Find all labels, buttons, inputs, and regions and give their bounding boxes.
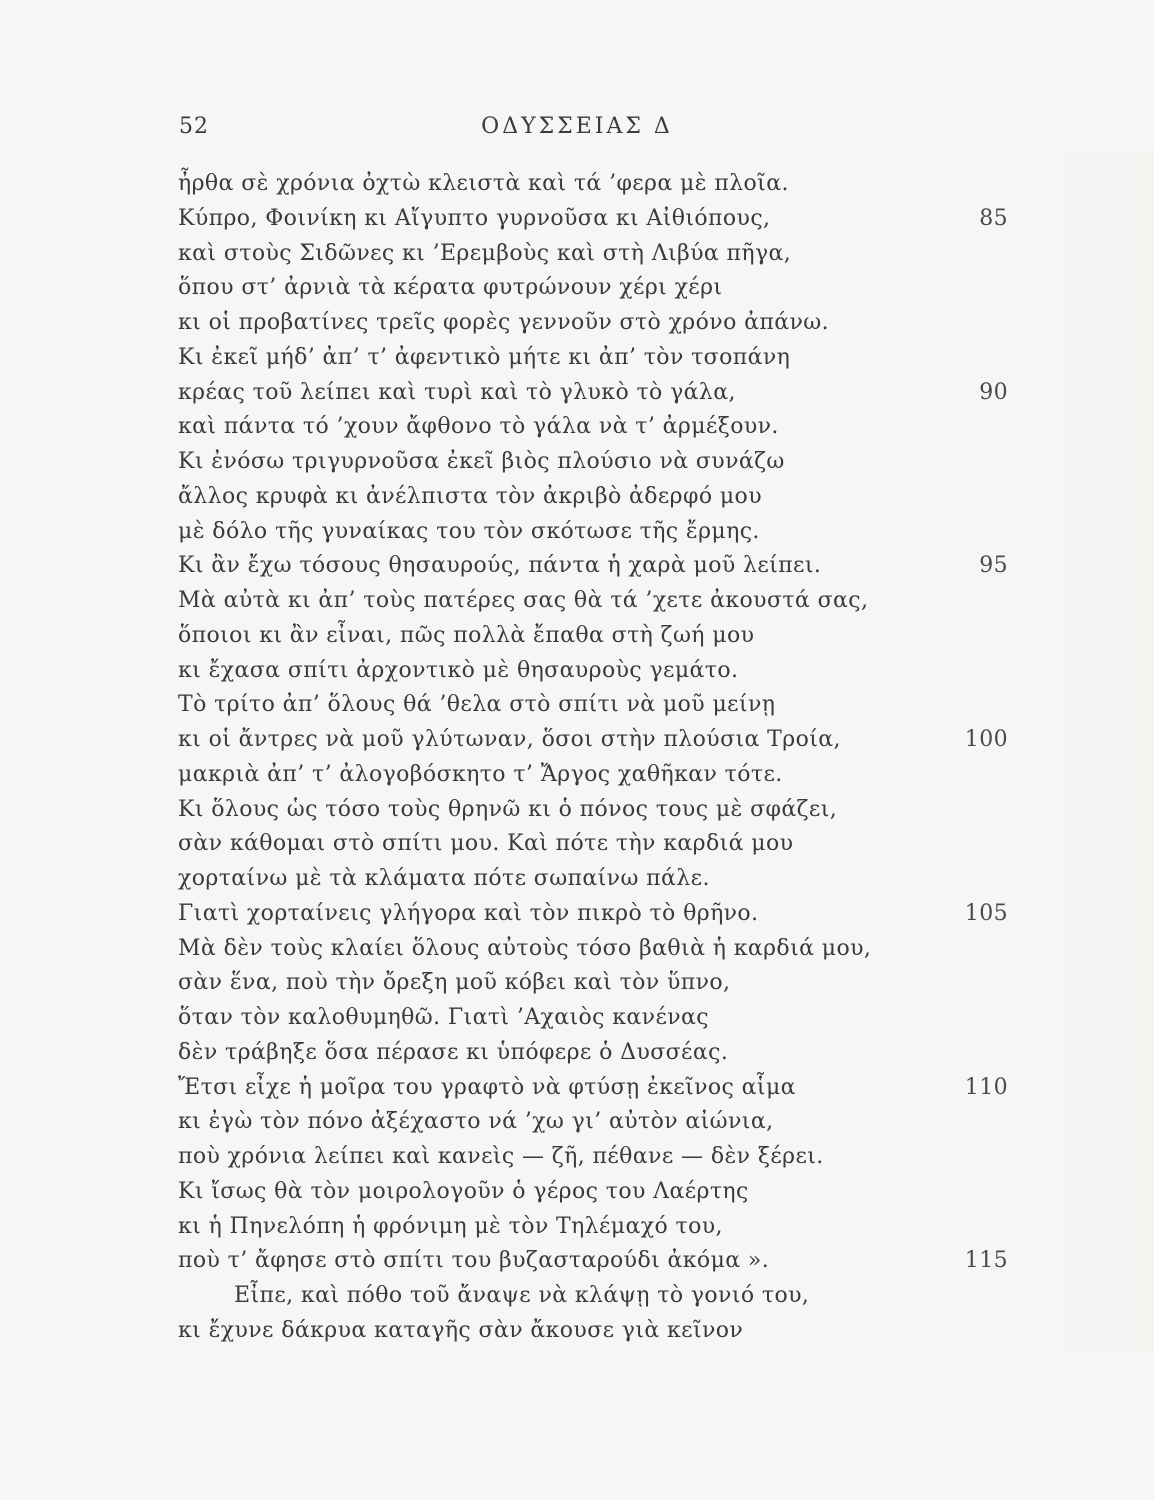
verse-text: Γιατὶ χορταίνεις γλήγορα καὶ τὸν πικρὸ τὸ θρῆνο. <box>178 900 759 926</box>
verse-text: Κύπρο, Φοινίκη κι Αἴγυπτο γυρνοῦσα κι Αἰθιόπους, <box>178 205 771 231</box>
verse-line <box>178 897 1018 932</box>
verse-text: σὰν κάθομαι στὸ σπίτι μου. Καὶ πότε τὴν καρδιά μου <box>178 831 794 857</box>
verse-text: ποὺ χρόνια λείπει καὶ κανεὶς — ζῆ, πέθανε — δὲν ξέρει. <box>178 1144 824 1169</box>
verse-line <box>178 202 1018 237</box>
line-number: 105 <box>964 900 1008 926</box>
verse-text: Κι ἴσως θὰ τὸν μοιρολογοῦν ὁ γέρος του Λαέρτης <box>178 1178 749 1204</box>
verse-text: σὰν ἕνα, ποὺ τὴν ὄρεξη μοῦ κόβει καὶ τὸν ὕπνο, <box>178 970 731 996</box>
page-number: 52 <box>179 114 209 139</box>
verse-text: ὅποιοι κι ἂν εἶναι, πῶς πολλὰ ἔπαθα στὴ ζωή μου <box>178 622 755 648</box>
line-number: 95 <box>979 553 1008 579</box>
verse-text: κρέας τοῦ λείπει καὶ τυρὶ καὶ τὸ γλυκὸ τὸ γάλα, <box>178 379 736 405</box>
verse-text: Κι ὅλους ὡς τόσο τοὺς θρηνῶ κι ὁ πόνος τους μὲ σφάζει, <box>178 796 838 822</box>
verse-line <box>178 723 1018 758</box>
verse-text: μακριὰ ἀπ’ τ’ ἀλογοβόσκητο τ’ Ἄργος χαθῆκαν τότε. <box>178 761 783 787</box>
verse-line <box>178 1175 1018 1210</box>
verse-text: μὲ δόλο τῆς γυναίκας του τὸν σκότωσε τῆς ἔρμης. <box>178 518 760 544</box>
verse-line <box>178 1279 1018 1314</box>
verse-line <box>178 341 1018 376</box>
poem-body <box>178 167 1018 1349</box>
verse-text: χορταίνω μὲ τὰ κλάματα πότε σωπαίνω πάλε. <box>178 866 710 891</box>
verse-line <box>178 758 1018 793</box>
verse-text: Κι ἂν ἔχω τόσους θησαυρούς, πάντα ἡ χαρὰ μοῦ λείπει. <box>178 553 822 579</box>
verse-text: Τὸ τρίτο ἀπ’ ὅλους θά ’θελα στὸ σπίτι νὰ μοῦ μείνῃ <box>178 692 776 718</box>
verse-line <box>178 376 1018 411</box>
verse-line <box>178 237 1018 272</box>
verse-line <box>178 1314 1018 1349</box>
verse-line <box>178 654 1018 689</box>
line-number: 100 <box>964 727 1008 752</box>
verse-text: κι ἔχασα σπίτι ἀρχοντικὸ μὲ θησαυροὺς γεμάτο. <box>178 657 739 683</box>
verse-line <box>178 827 1018 862</box>
verse-text: Εἶπε, καὶ πόθο τοῦ ἄναψε νὰ κλάψῃ τὸ γονιό του, <box>234 1283 810 1308</box>
verse-text: Ἔτσι εἶχε ἡ μοῖρα του γραφτὸ νὰ φτύσῃ ἐκεῖνος αἷμα <box>178 1074 796 1100</box>
verse-line <box>178 1001 1018 1036</box>
verse-line <box>178 445 1018 480</box>
verse-line <box>178 271 1018 306</box>
verse-text: κι οἱ προβατίνες τρεῖς φορὲς γεννοῦν στὸ χρόνο ἀπάνω. <box>178 310 829 335</box>
line-number: 90 <box>979 379 1008 405</box>
verse-text: κι ἔχυνε δάκρυα καταγῆς σὰν ἄκουσε γιὰ κεῖνον <box>178 1317 744 1343</box>
verse-text: ποὺ τ’ ἄφησε στὸ σπίτι του βυζασταρούδι ἀκόμα ». <box>178 1248 770 1274</box>
running-title: ΟΔΥΣΣΕΙΑΣ Δ <box>481 114 673 139</box>
verse-line <box>178 619 1018 654</box>
verse-line <box>178 480 1018 515</box>
line-number: 110 <box>964 1074 1008 1100</box>
verse-line <box>178 1210 1018 1245</box>
verse-text: κι ἡ Πηνελόπη ἡ φρόνιμη μὲ τὸν Τηλέμαχό του, <box>178 1213 723 1239</box>
verse-text: Μὰ αὐτὰ κι ἀπ’ τοὺς πατέρες σας θὰ τά ’χετε ἀκουστά σας, <box>178 588 869 613</box>
verse-line <box>178 306 1018 341</box>
line-number: 115 <box>964 1248 1008 1274</box>
verse-text: κι ἐγὼ τὸν πόνο ἀξέχαστο νά ’χω γι’ αὐτὸν αἰώνια, <box>178 1109 774 1135</box>
verse-text: ὅπου στ’ ἀρνιὰ τὰ κέρατα φυτρώνουν χέρι χέρι <box>178 275 723 301</box>
verse-line <box>178 793 1018 828</box>
verse-line <box>178 1105 1018 1140</box>
verse-line <box>178 410 1018 445</box>
verse-line <box>178 515 1018 550</box>
verse-line <box>178 1244 1018 1279</box>
verse-line <box>178 966 1018 1001</box>
verse-line <box>178 167 1018 202</box>
verse-text: καὶ πάντα τό ’χουν ἄφθονο τὸ γάλα νὰ τ’ ἀρμέξουν. <box>178 414 779 440</box>
verse-line <box>178 862 1018 897</box>
verse-text: Κι ἐνόσω τριγυρνοῦσα ἐκεῖ βιὸς πλούσιο νὰ συνάζω <box>178 449 785 474</box>
bleed-through-shadow <box>1034 150 1154 1350</box>
verse-text: ὅταν τὸν καλοθυμηθῶ. Γιατὶ ’Αχαιὸς κανένας <box>178 1005 710 1030</box>
verse-line <box>178 688 1018 723</box>
verse-text: καὶ στοὺς Σιδῶνες κι ’Ερεμβοὺς καὶ στὴ Λιβύα πῆγα, <box>178 240 792 266</box>
verse-text: Κι ἐκεῖ μήδ’ ἀπ’ τ’ ἀφεντικὸ μήτε κι ἀπ’ τὸν τσοπάνη <box>178 344 791 370</box>
verse-line <box>178 1140 1018 1175</box>
verse-text: Μὰ δὲν τοὺς κλαίει ὅλους αὐτοὺς τόσο βαθιὰ ἡ καρδιά μου, <box>178 935 872 961</box>
verse-line <box>178 584 1018 619</box>
verse-line <box>178 932 1018 967</box>
verse-text: κι οἱ ἄντρες νὰ μοῦ γλύτωναν, ὅσοι στὴν πλούσια Τροία, <box>178 727 841 752</box>
verse-line <box>178 549 1018 584</box>
line-number: 85 <box>979 205 1008 231</box>
verse-text: ἄλλος κρυφὰ κι ἀνέλπιστα τὸν ἀκριβὸ ἀδερφό μου <box>178 483 762 509</box>
verse-line <box>178 1071 1018 1106</box>
verse-text: δὲν τράβηξε ὅσα πέρασε κι ὑπόφερε ὁ Δυσσέας. <box>178 1039 729 1065</box>
verse-text: ἦρθα σὲ χρόνια ὀχτὼ κλειστὰ καὶ τά ’φερα μὲ πλοῖα. <box>178 171 789 196</box>
verse-line <box>178 1036 1018 1071</box>
